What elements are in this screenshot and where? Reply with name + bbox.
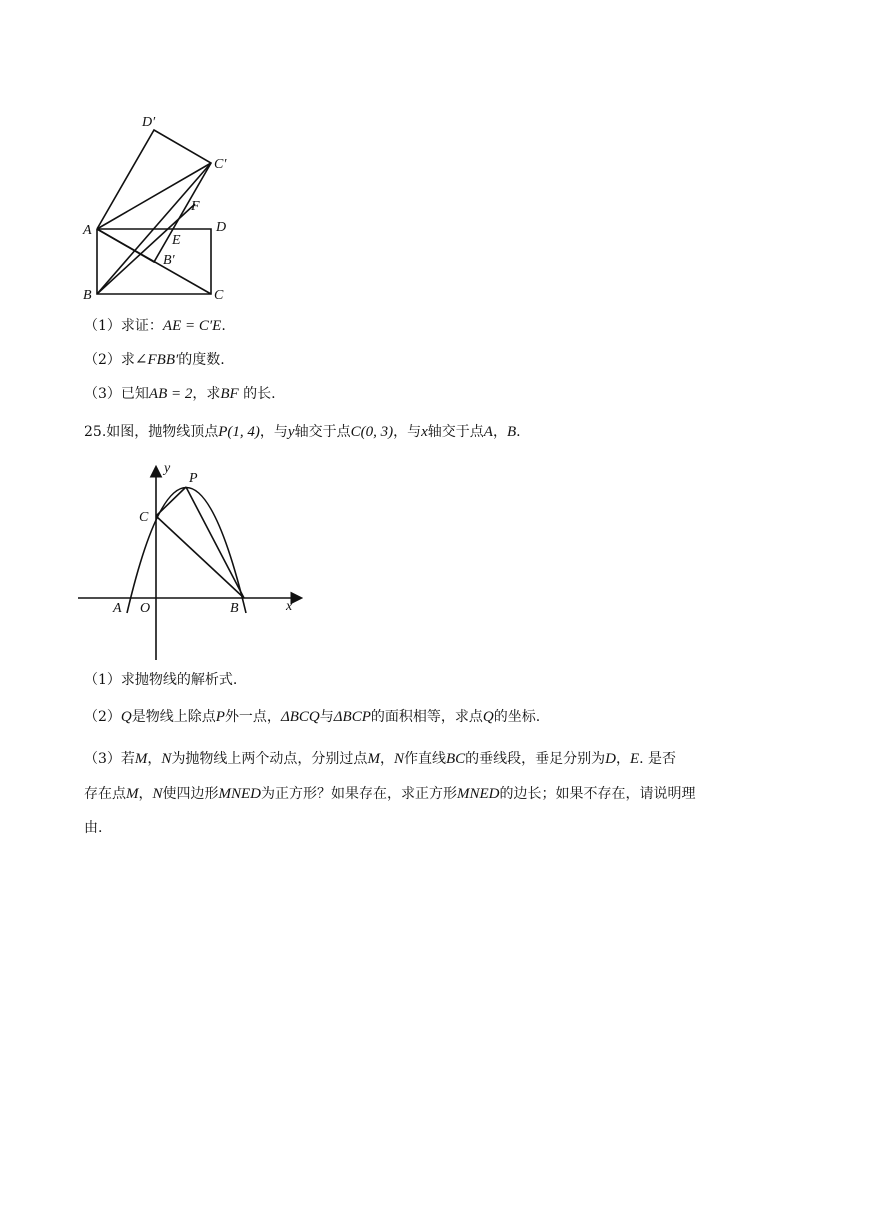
figure-rectangle-rotation (80, 108, 250, 308)
math-run: N (161, 751, 172, 767)
text-run: ，与 (259, 424, 288, 440)
q25-part3-line2 (84, 784, 696, 804)
label-c-prime: C′ (214, 157, 227, 172)
math-run: ΔBCQ (280, 709, 320, 725)
label-d: D (216, 220, 227, 235)
math-run: M (367, 751, 380, 767)
segment-pb (186, 487, 244, 598)
text-run: ， (379, 751, 394, 767)
math-run: N (152, 786, 163, 802)
segment-ac-prime (97, 163, 211, 229)
math-run: Q (120, 709, 132, 725)
text-run: 为抛物线上两个动点，分别过点 (171, 751, 368, 767)
math-run: MNED (457, 786, 500, 802)
label-a: A (83, 223, 92, 238)
label-c: C (214, 288, 224, 303)
q25-intro (84, 422, 521, 442)
q25-part3-runs-1 (84, 751, 676, 767)
label-p: P (189, 471, 198, 486)
text-run: ， (147, 751, 162, 767)
q24-part1: （1）求证：AE = C′E. (84, 318, 226, 334)
text-run: 外一点， (224, 709, 281, 725)
math-run: N (393, 751, 404, 767)
label-d-prime: D′ (142, 115, 156, 130)
text-run: 是物线上除点 (131, 709, 216, 725)
text-run: 作直线 (403, 751, 446, 767)
q25-part3-line3: 由. (84, 820, 103, 836)
text-run: ， (492, 424, 507, 440)
text-run: 如图，抛物线顶点 (106, 424, 219, 440)
text-run: ，与 (393, 424, 422, 440)
math-run: MNED (218, 786, 262, 802)
math-run: C(0, 3) (350, 424, 394, 440)
question-number: 25. (84, 424, 107, 440)
label-e: E (172, 233, 181, 248)
text-run: 的面积相等，求点 (370, 709, 483, 725)
label-b: B (83, 288, 92, 303)
label-b: B (230, 601, 239, 616)
text-run: 的坐标. (493, 709, 541, 725)
figure-parabola (74, 456, 314, 664)
math-run: B (506, 424, 517, 440)
text-run: 轴交于点 (294, 424, 351, 440)
text-run: ， (138, 786, 153, 802)
math-run: y (287, 424, 295, 440)
q25-part3-runs-2 (84, 786, 696, 802)
math-run: x (421, 424, 428, 440)
text-run: 使四边形 (162, 786, 219, 802)
text-run: . (516, 424, 521, 440)
label-f: F (191, 199, 200, 214)
q24-part3: （3）已知AB = 2，求BF 的长. (84, 386, 276, 402)
math-run: P(1, 4) (218, 424, 260, 440)
math-run: M (134, 751, 148, 767)
label-o: O (140, 601, 151, 616)
q25-part2-runs (84, 709, 540, 725)
text-run: ， (615, 751, 630, 767)
segment-ac (97, 229, 211, 294)
math-run: ΔBCP (333, 709, 371, 725)
segment-bf (97, 204, 195, 294)
label-y: y (164, 461, 171, 476)
label-a: A (113, 601, 122, 616)
text-run: 与 (319, 709, 334, 725)
math-run: Q (482, 709, 494, 725)
parabola-curve (127, 488, 246, 614)
q25-intro-runs (106, 424, 520, 440)
q25-part2 (84, 707, 540, 727)
text-run: . 是否 (639, 751, 677, 767)
text-run: （2） (84, 709, 121, 725)
text-run: （3）若 (84, 751, 135, 767)
label-b-prime: B′ (163, 253, 175, 268)
math-run: M (126, 786, 139, 802)
text-run: 存在点 (84, 786, 126, 802)
q24-part2: （2）求∠FBB′的度数. (84, 352, 225, 368)
q25-part3-line1 (84, 749, 676, 769)
label-c: C (139, 510, 149, 525)
text-run: 的垂线段，垂足分别为 (465, 751, 606, 767)
text-run: 的边长；如果不存在，请说明理 (499, 786, 696, 802)
segment-cp (156, 487, 186, 516)
math-run: A (483, 424, 493, 440)
math-run: BC (445, 751, 466, 767)
math-run: P (215, 709, 225, 725)
text-run: 为正方形？如果存在，求正方形 (261, 786, 458, 802)
text-run: 轴交于点 (427, 424, 484, 440)
math-run: E (629, 751, 640, 767)
q25-part1: （1）求抛物线的解析式. (84, 672, 238, 688)
label-x: x (286, 599, 293, 614)
math-run: D (605, 751, 616, 767)
